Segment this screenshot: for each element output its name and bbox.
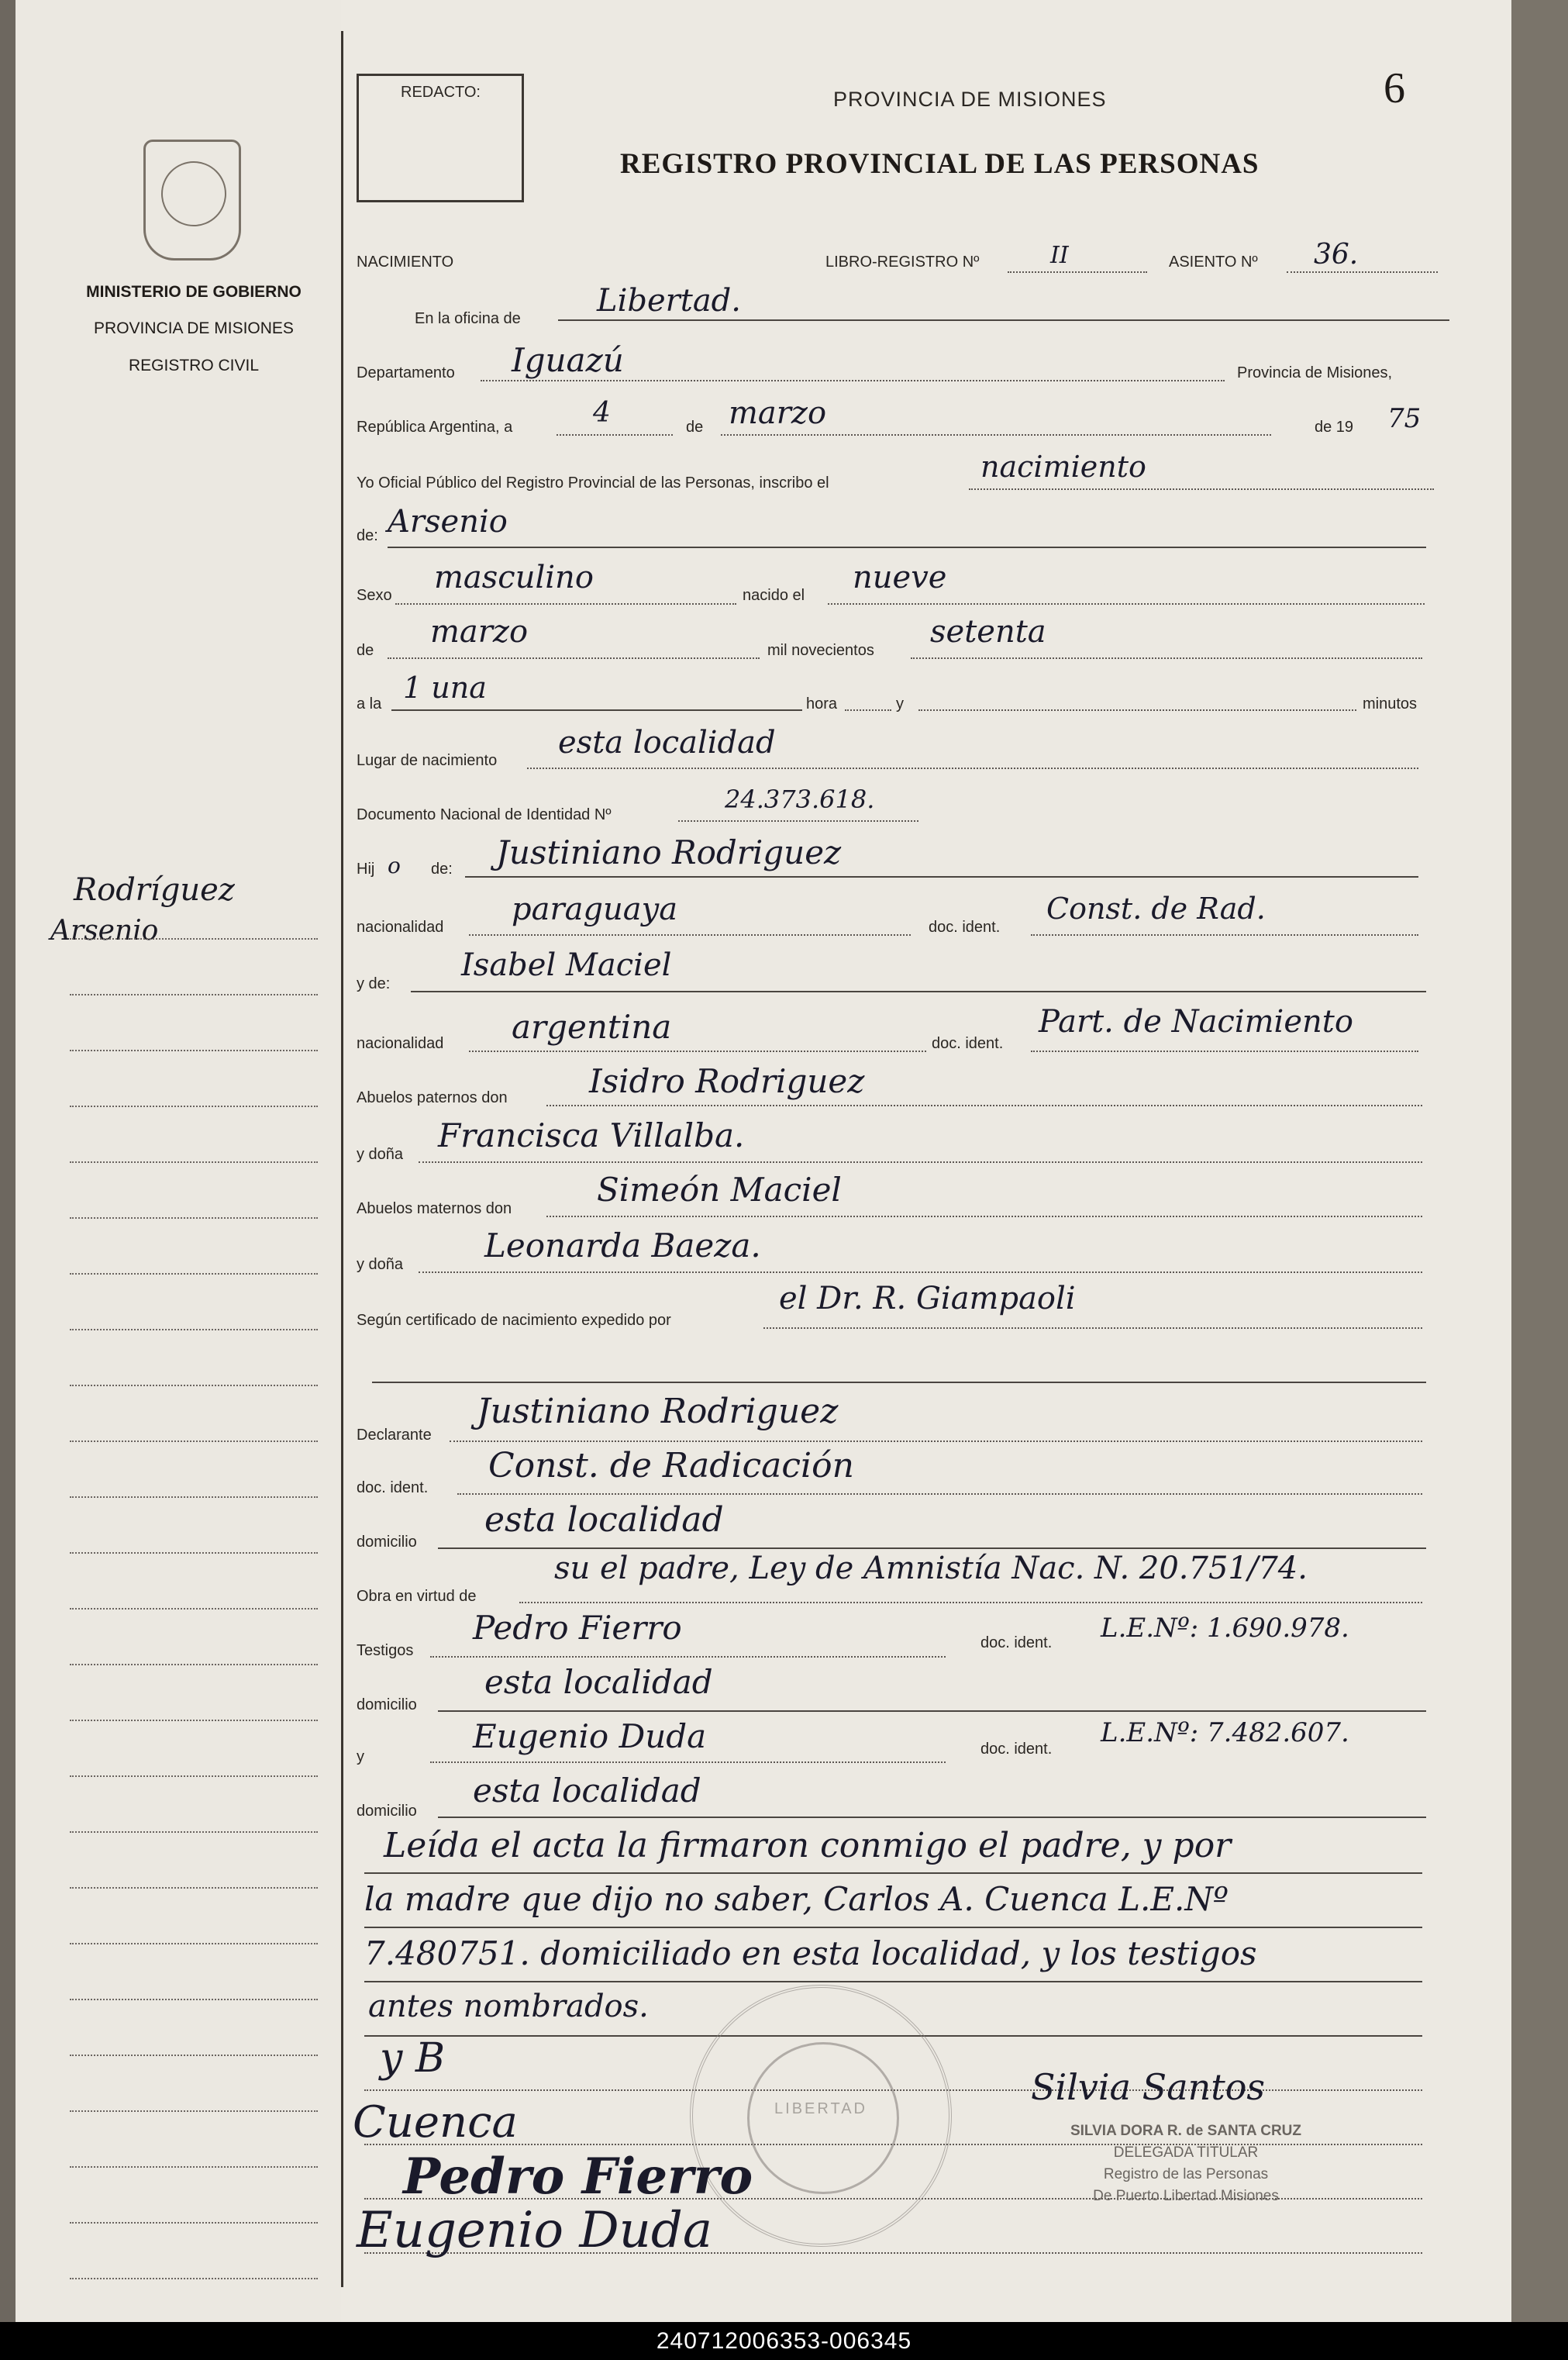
mil-label: mil novecientos [767,642,874,659]
decl-label: Declarante [357,1427,432,1444]
anio-value: 75 [1387,403,1422,434]
margin-rule [70,1161,318,1163]
margin-rule [70,1106,318,1107]
hijo-value: Justiniano Rodriguez [496,833,842,871]
signature-cuenca: Cuenca [353,2097,518,2148]
redacto-label: REDACTO: [401,84,481,101]
margin-rule [70,1329,318,1330]
hijo-de-label: de: [431,861,453,878]
nacido-label: nacido el [743,587,805,604]
margin-rule [70,2222,318,2224]
de2-label: de: [357,527,378,544]
delegate-location: De Puerto Libertad Misiones [1093,2188,1279,2204]
margin-rule [70,1999,318,2000]
doc2-label: doc. ident. [932,1035,1004,1052]
signature-official: Silvia Santos [1031,2066,1266,2108]
abm-dona-label: y doña [357,1256,404,1273]
note-line-1: Leída el acta la firmaron conmigo el padre, y por [384,1826,1232,1865]
departamento-label: Departamento [357,364,455,381]
margin-rule [70,1831,318,1833]
decl-value: Justiniano Rodriguez [477,1392,839,1431]
margin-rule [70,1943,318,1944]
nac2-value: argentina [512,1008,672,1046]
margin-rule [70,1775,318,1777]
margin-rule [70,994,318,995]
margin-rule [70,1385,318,1386]
delegate-office: Registro de las Personas [1103,2166,1269,2182]
testigo2-value: Eugenio Duda [473,1717,707,1755]
ministry-registry: REGISTRO CIVIL [128,357,260,374]
de3-label: de [357,642,374,659]
margin-rule [70,2166,318,2168]
decl-dom-value: esta localidad [484,1500,724,1540]
dia-value: 4 [593,397,611,429]
nac1-value: paraguaya [512,892,678,927]
margin-surname: Rodríguez [74,872,235,908]
ministry-title: MINISTERIO DE GOBIERNO [86,283,302,301]
margin-rule [70,1552,318,1554]
testigo1-doc-value: L.E.Nº: 1.690.978. [1101,1613,1349,1644]
testigo2-dom-label: domicilio [357,1803,417,1820]
oficial-value: nacimiento [980,450,1146,484]
sexo-label: Sexo [357,587,392,604]
hora-value: 1 una [403,671,487,705]
doc2-value: Part. de Nacimiento [1039,1004,1353,1040]
abm-value: Simeón Maciel [597,1171,842,1209]
testigo2-doc-label: doc. ident. [980,1741,1053,1758]
dni-value: 24.373.618. [725,785,875,814]
margin-rule [70,1608,318,1610]
dni-label: Documento Nacional de Identidad Nº [357,806,612,823]
lugar-value: esta localidad [558,725,776,761]
margin-rule [70,1440,318,1442]
margin-rule [70,1496,318,1498]
abp-dona-value: Francisca Villalba. [438,1116,745,1154]
cert-value: el Dr. R. Giampaoli [779,1281,1076,1316]
margin-rule [70,2278,318,2279]
margin-rule [70,1217,318,1219]
oficina-label: En la oficina de [415,310,521,327]
coat-of-arms-icon [143,140,241,260]
y2-label: y [357,1748,364,1765]
abp-label: Abuelos paternos don [357,1089,508,1106]
margin-rule [70,1720,318,1721]
delegate-stamp [1023,2120,1349,2207]
official-stamp [690,1985,952,2247]
ministry-province: PROVINCIA DE MISIONES [94,319,294,337]
testigos-label: Testigos [357,1642,414,1659]
de3-value: marzo [430,614,529,650]
testigo2-dom-value: esta localidad [473,1772,701,1810]
testigo1-dom-label: domicilio [357,1696,417,1713]
abm-dona-value: Leonarda Baeza. [484,1227,761,1265]
page-number: 6 [1384,64,1405,112]
ala-label: a la [357,695,382,712]
nac1-label: nacionalidad [357,919,444,936]
lugar-label: Lugar de nacimiento [357,752,498,769]
stamp-text: LIBERTAD [774,2100,867,2117]
signature-pedro-fierro: Pedro Fierro [403,2148,753,2206]
margin-rule [70,2110,318,2112]
sexo-value: masculino [434,560,594,595]
de2-value: Arsenio [388,504,508,540]
margin-rule [70,1887,318,1889]
note-line-2: la madre que dijo no saber, Carlos A. Cuenca L.E.Nº [364,1880,1229,1918]
de-label: de [686,419,704,436]
nac2-label: nacionalidad [357,1035,444,1052]
libro-value: II [1050,242,1069,269]
hijo-label: Hij [357,861,375,878]
obra-value: su el padre, Ley de Amnistía Nac. N. 20.751/74. [554,1551,1308,1586]
margin-divider [341,31,343,2287]
nacimiento-label: NACIMIENTO [357,254,454,271]
binder-edge [1511,0,1568,2322]
nacido-value: nueve [853,560,947,595]
margin-rule [70,1273,318,1275]
cert-label: Según certificado de nacimiento expedido por [357,1312,671,1329]
testigo1-value: Pedro Fierro [473,1609,682,1647]
obra-label: Obra en virtud de [357,1588,477,1605]
testigo1-dom-value: esta localidad [484,1663,713,1701]
minutos-label: minutos [1363,695,1418,712]
hijo-suffix: o [388,853,401,878]
provincia-label: Provincia de Misiones, [1237,364,1393,381]
decl-dom-label: domicilio [357,1534,417,1551]
yde-value: Isabel Maciel [461,947,672,983]
decl-doc-label: doc. ident. [357,1479,429,1496]
margin-rule [70,938,318,940]
delegate-title: DELEGADA TITULAR [1113,2144,1259,2161]
doc1-value: Const. de Rad. [1046,892,1266,926]
note-line-3: 7.480751. domiciliado en esta localidad, y los testigos [364,1934,1257,1972]
registry-title: REGISTRO PROVINCIAL DE LAS PERSONAS [620,148,1260,180]
redacto-box [357,74,524,202]
decl-doc-value: Const. de Radicación [488,1446,854,1485]
abp-value: Isidro Rodriguez [589,1062,865,1100]
libro-label: LIBRO-REGISTRO Nº [825,254,980,271]
asiento-label: ASIENTO Nº [1169,254,1258,271]
y-label: y [896,695,904,712]
asiento-value: 36. [1314,239,1359,271]
province-header: PROVINCIA DE MISIONES [833,88,1107,111]
margin-rule [70,2055,318,2056]
abm-label: Abuelos maternos don [357,1200,512,1217]
republica-label: República Argentina, a [357,419,513,436]
margin-rule [70,1664,318,1665]
note-line-4: antes nombrados. [368,1989,649,2024]
footer-id: 240712006353-006345 [0,2322,1568,2360]
mes-value: marzo [729,395,827,431]
abp-dona-label: y doña [357,1146,404,1163]
mil-value: setenta [930,614,1046,650]
margin-given-name: Arsenio [50,915,159,947]
delegate-name: SILVIA DORA R. de SANTA CRUZ [1070,2123,1302,2139]
departamento-value: Iguazú [512,341,624,379]
signature-initials: y B [380,2035,446,2082]
margin-rule [70,1050,318,1051]
oficina-value: Libertad. [597,283,741,319]
doc1-label: doc. ident. [929,919,1001,936]
oficial-label: Yo Oficial Público del Registro Provincial de las Personas, inscribo el [357,474,829,492]
de19-label: de 19 [1315,419,1354,436]
testigo2-doc-value: L.E.Nº: 7.482.607. [1101,1717,1349,1748]
signature-eugenio-duda: Eugenio Duda [357,2202,712,2259]
yde-label: y de: [357,975,391,992]
hora-label: hora [806,695,838,712]
testigo1-doc-label: doc. ident. [980,1634,1053,1651]
